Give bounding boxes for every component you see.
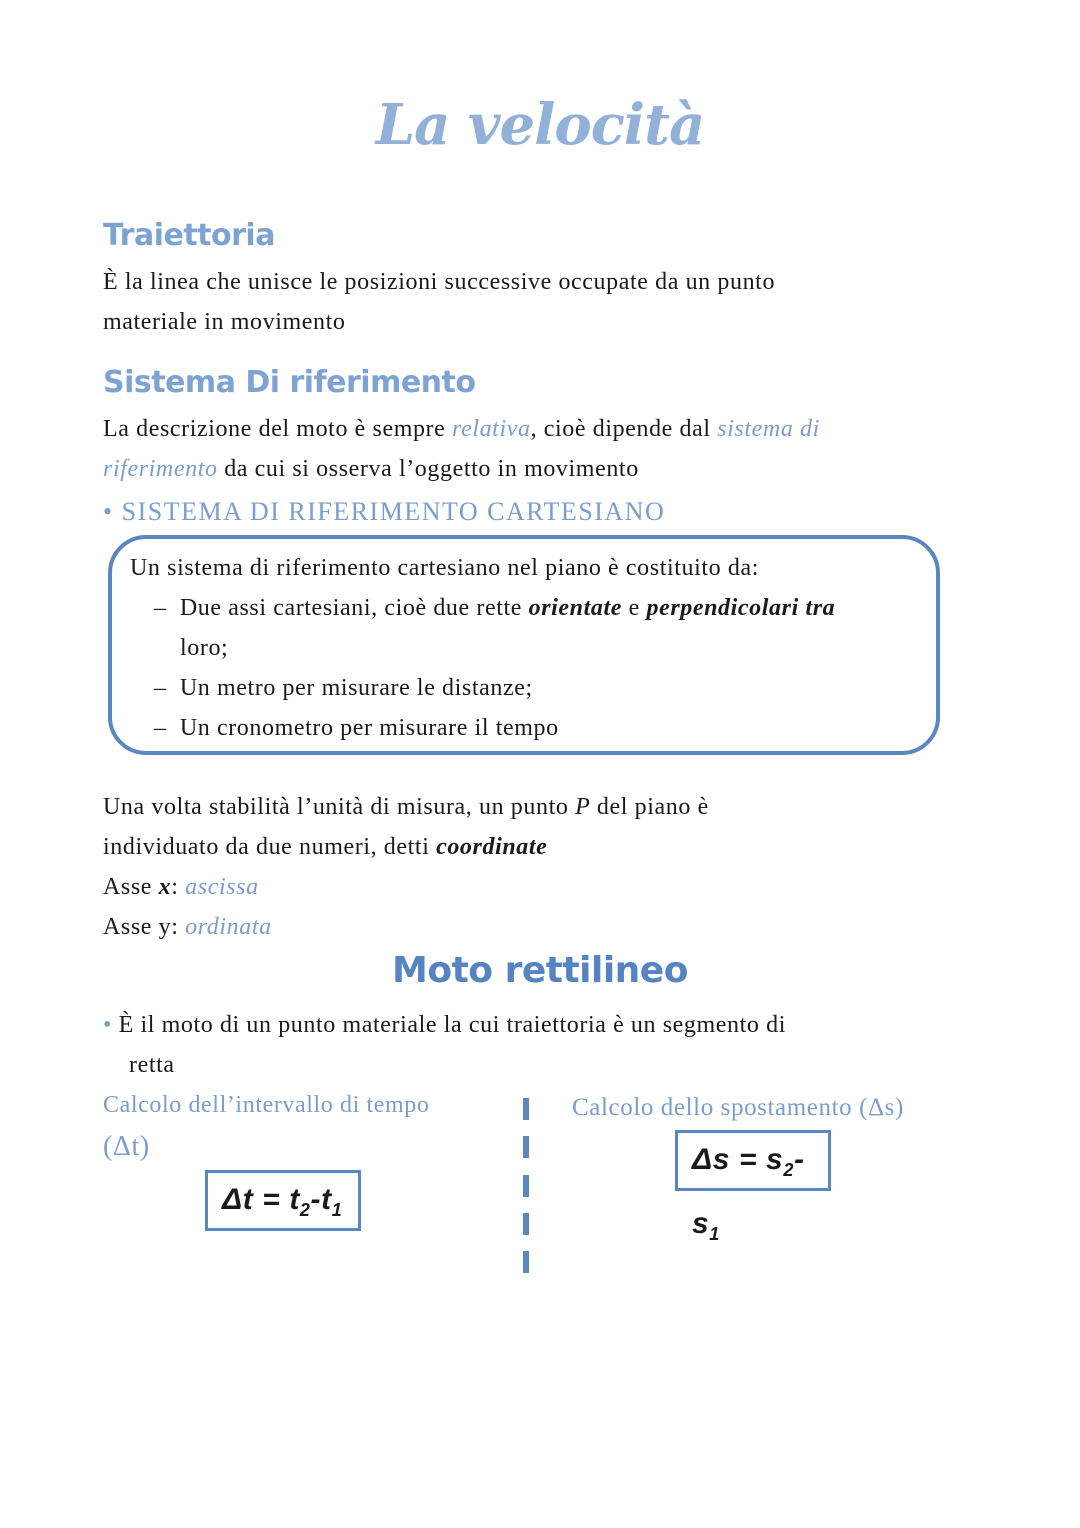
text: del piano è — [590, 794, 709, 820]
divider-dash — [523, 1213, 529, 1235]
text: -t — [310, 1183, 332, 1216]
page-title: La velocità — [375, 92, 705, 158]
text: ascissa — [185, 874, 259, 900]
dash: – — [154, 675, 167, 701]
text: coordinate — [436, 834, 548, 860]
text: Un metro per misurare le distanze; — [179, 675, 533, 701]
paragraph: materiale in movimento — [103, 309, 346, 335]
text: , cioè dipende dal — [530, 416, 718, 442]
divider-dash — [523, 1098, 529, 1120]
paragraph — [103, 409, 820, 449]
text: Calcolo dell’intervallo di tempo — [103, 1092, 430, 1118]
text: (Δt) — [103, 1131, 150, 1162]
text: Calcolo dello spostamento (Δs) — [572, 1094, 904, 1121]
text: Asse — [103, 874, 159, 900]
text: Due assi cartesiani, cioè due rette — [179, 595, 529, 621]
text: perpendicolari tra — [646, 595, 836, 621]
text: Un sistema di riferimento cartesiano nel piano è costituito da: — [130, 555, 759, 581]
bullet-icon: • — [103, 497, 122, 526]
text: Una volta stabilità l’unità di misura, un punto — [103, 794, 576, 820]
y-axis-line — [103, 907, 272, 947]
text: Δs = s — [692, 1143, 784, 1176]
dash: – — [154, 595, 167, 621]
text: Asse y: — [103, 914, 186, 940]
text: relativa — [452, 416, 531, 442]
dash: – — [154, 715, 167, 741]
text: 2 — [299, 1200, 311, 1220]
bullet-icon: • — [103, 1012, 119, 1038]
list-item — [130, 668, 835, 708]
text: e — [622, 595, 647, 621]
formula-delta-s — [675, 1130, 831, 1244]
text: individuato da due numeri, detti — [103, 834, 437, 860]
text: P — [575, 794, 591, 820]
text: Δt = t — [222, 1183, 300, 1216]
text: : — [171, 874, 186, 900]
text: La descrizione del moto è sempre — [103, 416, 453, 442]
formula-delta-t — [205, 1170, 361, 1231]
text: x — [158, 874, 172, 900]
text: riferimento — [103, 456, 218, 482]
paragraph — [103, 787, 709, 827]
list-item — [130, 588, 835, 628]
text: ordinata — [185, 914, 272, 940]
heading-sistema: Sistema Di riferimento — [103, 365, 476, 400]
text: da cui si osserva l’oggetto in movimento — [217, 456, 639, 482]
heading-traiettoria: Traiettoria — [103, 218, 275, 253]
divider-dash — [523, 1175, 529, 1197]
text: -s — [692, 1143, 805, 1240]
bullet-item — [103, 1005, 786, 1045]
paragraph — [103, 827, 547, 867]
text: retta — [129, 1052, 175, 1078]
text: orientate — [528, 595, 623, 621]
text: È il moto di un punto materiale la cui traiettoria è un segmento di — [118, 1012, 786, 1038]
text: 1 — [331, 1200, 343, 1220]
text: 1 — [709, 1224, 720, 1244]
text: sistema di — [717, 416, 820, 442]
text: SISTEMA DI RIFERIMENTO CARTESIANO — [121, 497, 666, 526]
list-item — [130, 708, 835, 748]
paragraph — [103, 449, 639, 489]
text: 2 — [783, 1160, 794, 1180]
box-content — [130, 548, 835, 748]
x-axis-line — [103, 867, 259, 907]
divider-dash — [523, 1251, 529, 1273]
paragraph: È la linea che unisce le posizioni successive occupate da un punto — [103, 269, 776, 295]
text: Un cronometro per misurare il tempo — [179, 715, 559, 741]
text: loro; — [180, 635, 229, 661]
heading-moto-rettilineo: Moto rettilineo — [392, 950, 688, 991]
divider-dash — [523, 1136, 529, 1158]
bullet-item — [103, 492, 665, 532]
